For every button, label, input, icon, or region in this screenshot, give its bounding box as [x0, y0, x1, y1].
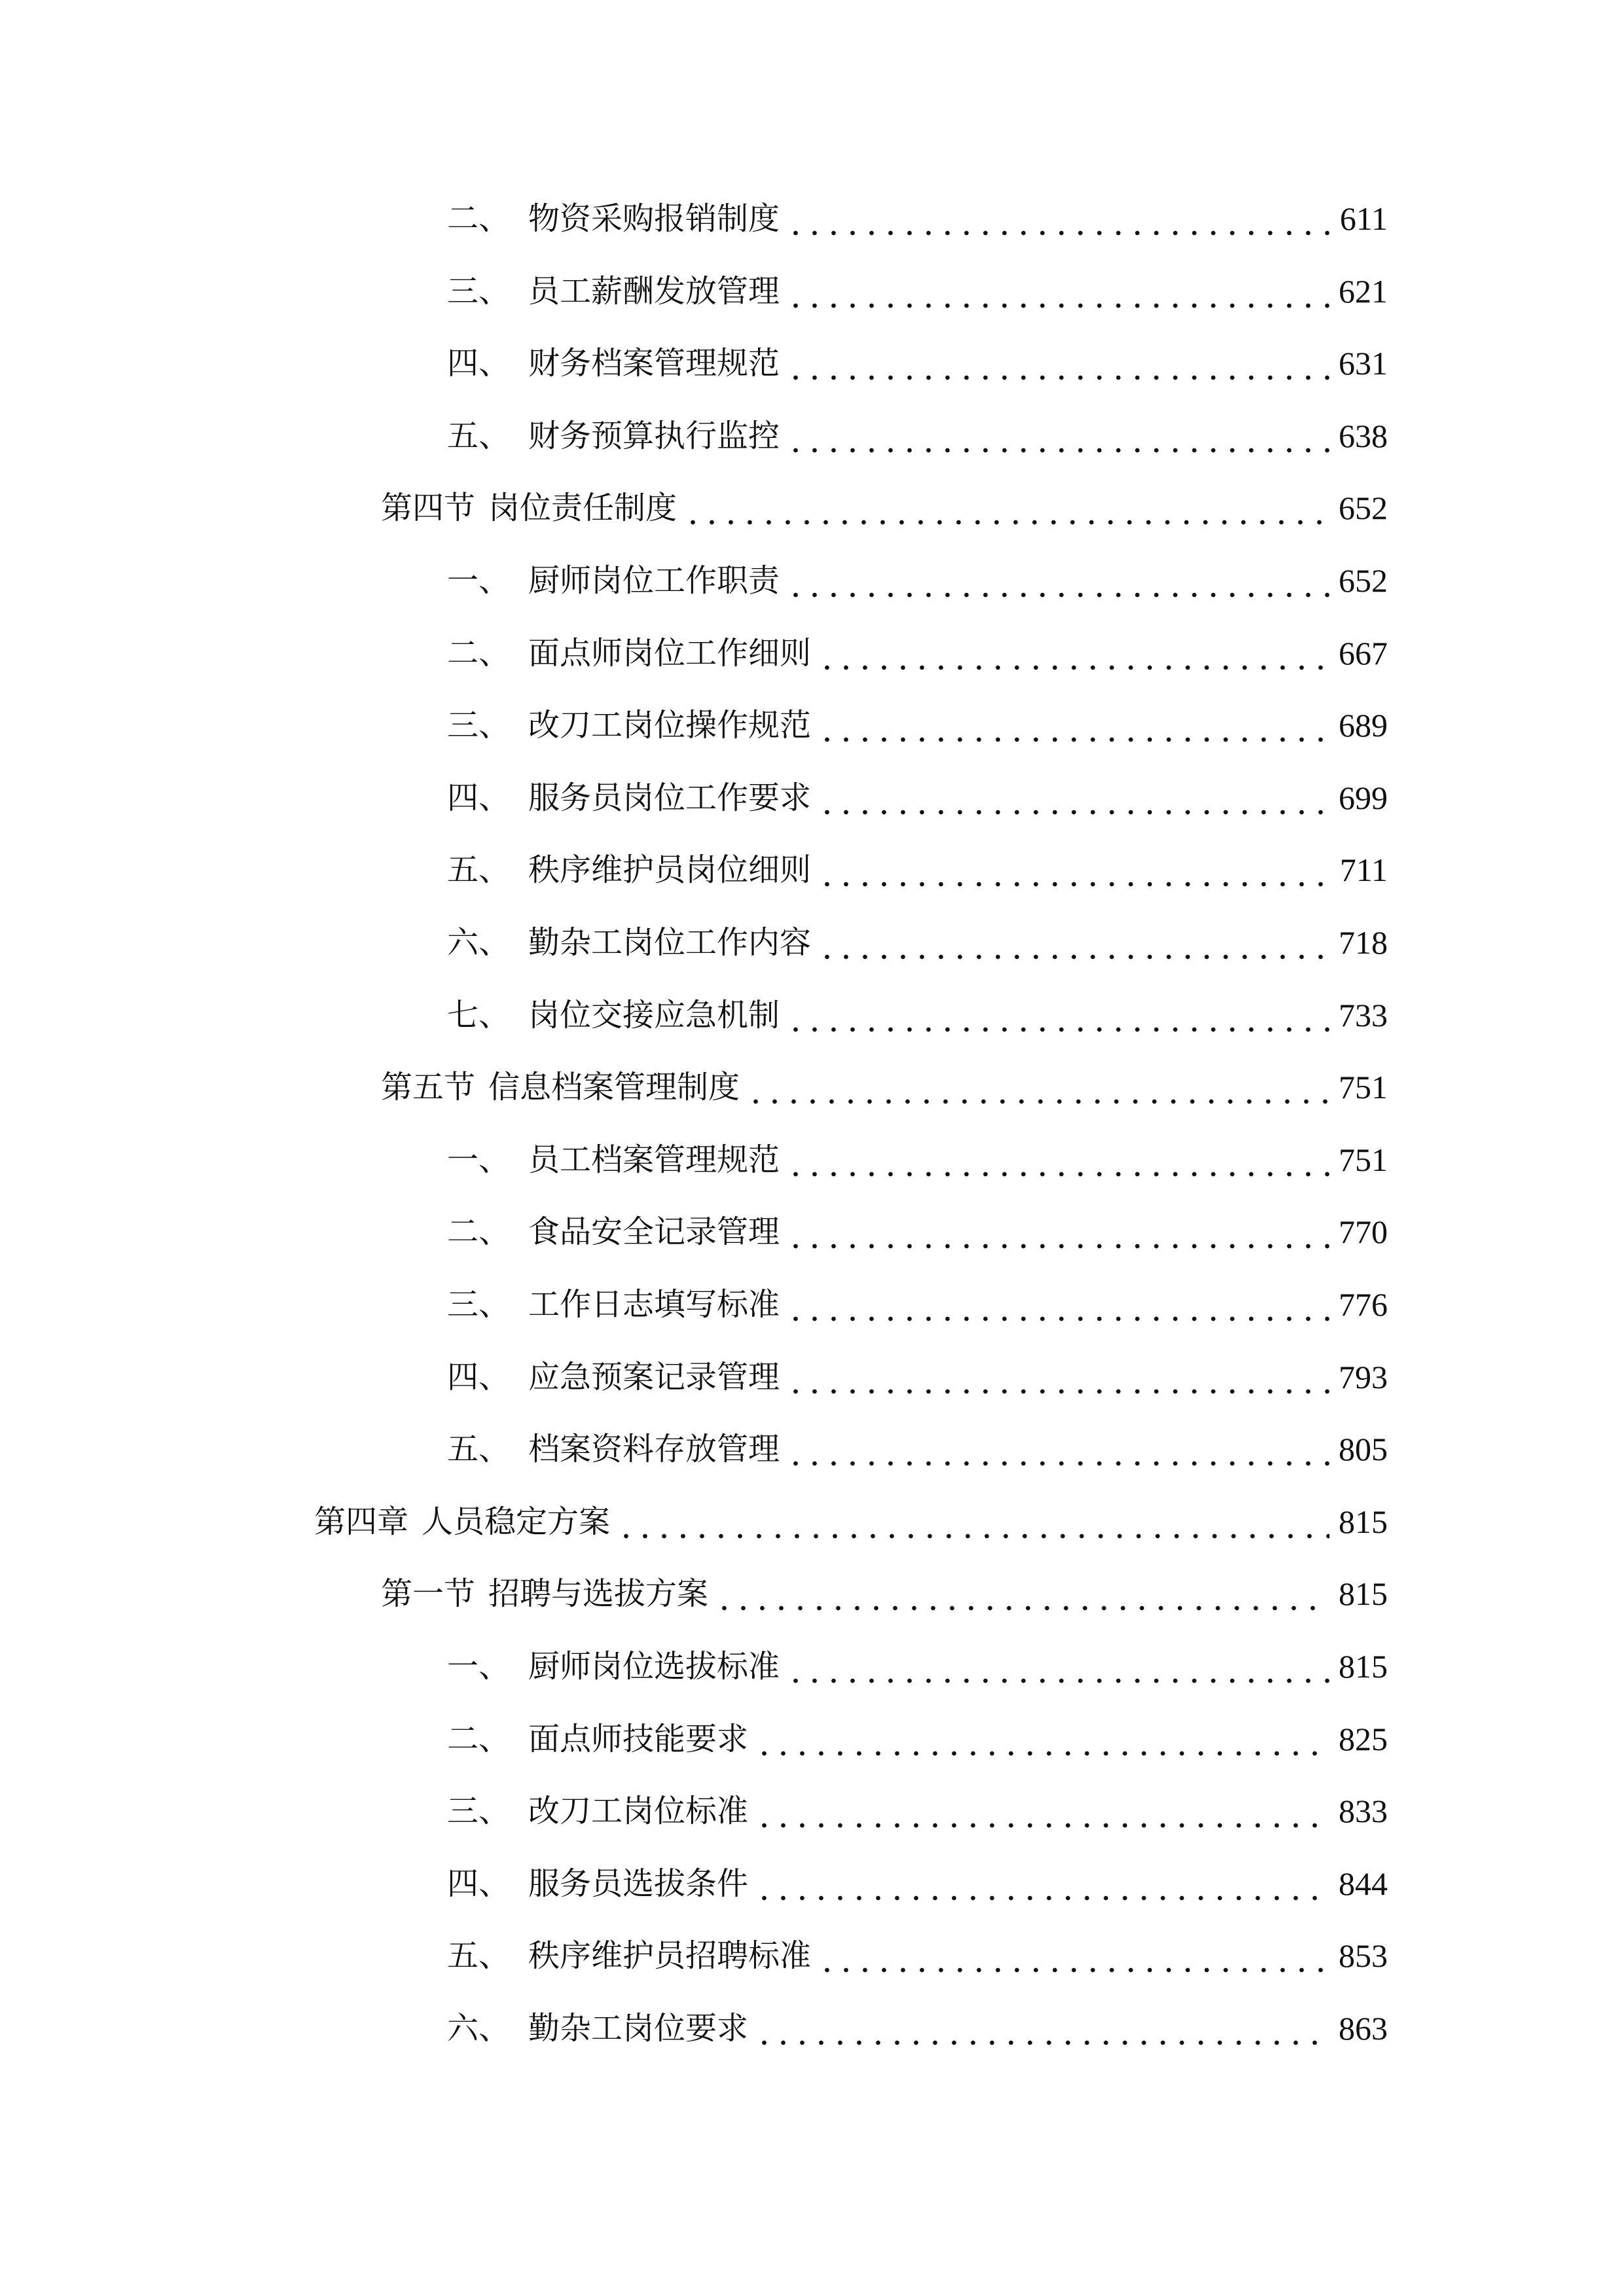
toc-entry-page: 805	[1339, 1431, 1388, 1468]
toc-entry-label	[447, 634, 811, 673]
toc-entry-number: 六、	[447, 2010, 511, 2047]
toc-entry-number: 二、	[447, 1720, 511, 1757]
toc-entry-title: 应急预案记录管理	[528, 1358, 780, 1395]
toc-entry-title: 人员稳定方案	[422, 1503, 611, 1540]
toc-entry-label	[447, 1719, 748, 1759]
toc-entry-number: 四、	[447, 1358, 511, 1395]
toc-entry[interactable]	[447, 1357, 1388, 1397]
toc-entry-label	[447, 1357, 780, 1397]
toc-entry-number: 七、	[447, 996, 511, 1033]
toc-entry-label	[447, 1212, 780, 1251]
toc-entry-title: 面点师岗位工作细则	[528, 634, 812, 672]
toc-entry[interactable]	[381, 1574, 1388, 1613]
toc-entry-title: 食品安全记录管理	[528, 1213, 780, 1251]
toc-entry-number: 五、	[447, 1937, 511, 1975]
toc-entry-title: 财务档案管理规范	[528, 345, 780, 382]
dot-leader	[786, 561, 1329, 600]
toc-entry[interactable]	[447, 1212, 1388, 1251]
dot-leader	[786, 1140, 1329, 1179]
toc-entry[interactable]	[447, 850, 1388, 889]
toc-entry[interactable]	[447, 1285, 1388, 1324]
toc-entry[interactable]	[447, 1140, 1388, 1179]
toc-entry-number: 三、	[447, 1286, 511, 1323]
toc-entry-page: 815	[1339, 1575, 1388, 1613]
toc-entry[interactable]	[447, 923, 1388, 962]
dot-leader	[786, 1357, 1329, 1397]
toc-entry[interactable]	[381, 488, 1388, 528]
dot-leader	[818, 634, 1329, 673]
toc-entry-number: 五、	[447, 417, 511, 454]
toc-entry-number: 五、	[447, 852, 511, 889]
dot-leader	[786, 272, 1329, 311]
toc-entry-page: 733	[1339, 996, 1388, 1033]
toc-entry-number: 六、	[447, 924, 511, 961]
toc-entry-label	[447, 344, 780, 383]
toc-entry[interactable]	[447, 634, 1388, 673]
toc-entry-number: 二、	[447, 634, 511, 672]
toc-entry-label	[447, 1140, 780, 1179]
toc-entry-title: 物资采购报销制度	[528, 200, 780, 237]
dot-leader	[683, 488, 1329, 528]
toc-entry[interactable]	[447, 272, 1388, 311]
toc-entry[interactable]	[447, 706, 1388, 745]
toc-entry[interactable]	[447, 1429, 1388, 1469]
toc-entry[interactable]	[447, 1936, 1388, 1975]
toc-entry-page: 853	[1339, 1937, 1388, 1975]
toc-entry-label	[447, 1285, 780, 1324]
toc-entry-title: 财务预算执行监控	[528, 417, 780, 454]
toc-entry-label	[447, 850, 811, 889]
toc-entry-page: 652	[1339, 490, 1388, 527]
toc-entry-number: 三、	[447, 1793, 511, 1830]
toc-entry-title: 面点师技能要求	[528, 1720, 749, 1757]
dot-leader	[786, 1285, 1329, 1324]
toc-entry-page: 815	[1339, 1648, 1388, 1685]
toc-entry-page: 631	[1339, 345, 1388, 382]
toc-entry[interactable]	[314, 1502, 1388, 1541]
dot-leader	[818, 706, 1329, 745]
toc-entry-title: 改刀工岗位操作规范	[528, 707, 812, 744]
toc-entry[interactable]	[447, 561, 1388, 600]
toc-entry[interactable]	[447, 199, 1388, 238]
dot-leader	[786, 1212, 1329, 1251]
toc-entry-page: 833	[1339, 1793, 1388, 1830]
toc-entry-page: 863	[1339, 2010, 1388, 2047]
toc-entry-page: 638	[1339, 417, 1388, 454]
dot-leader	[818, 923, 1329, 962]
dot-leader	[617, 1502, 1329, 1541]
toc-entry[interactable]	[447, 1719, 1388, 1759]
toc-entry-number: 三、	[447, 707, 511, 744]
toc-entry-title: 勤杂工岗位要求	[528, 2010, 749, 2047]
toc-entry[interactable]	[447, 2009, 1388, 2048]
toc-entry-title: 员工薪酬发放管理	[528, 272, 780, 310]
toc-entry-page: 751	[1339, 1069, 1388, 1106]
toc-entry-title: 员工档案管理规范	[528, 1141, 780, 1178]
toc-entry-label	[381, 1574, 708, 1613]
toc-entry-label	[447, 416, 780, 456]
dot-leader	[755, 1719, 1329, 1759]
toc-entry-label	[447, 1936, 811, 1975]
toc-entry-page: 751	[1339, 1141, 1388, 1178]
toc-entry-number: 四、	[447, 345, 511, 382]
dot-leader	[715, 1574, 1329, 1613]
dot-leader	[755, 2009, 1329, 2048]
toc-entry-label	[447, 199, 780, 238]
toc-entry[interactable]	[447, 1647, 1388, 1686]
toc-entry-label	[447, 1429, 780, 1469]
toc-entry-label	[381, 488, 677, 528]
toc-entry-title: 勤杂工岗位工作内容	[528, 924, 812, 961]
toc-entry-page: 815	[1339, 1503, 1388, 1540]
toc-entry-title: 改刀工岗位标准	[528, 1793, 749, 1830]
toc-entry-title: 服务员选拔条件	[528, 1865, 749, 1902]
dot-leader	[818, 778, 1329, 817]
toc-entry-label	[447, 778, 811, 817]
toc-entry[interactable]	[447, 416, 1388, 456]
dot-leader	[786, 1429, 1329, 1469]
toc-entry[interactable]	[447, 996, 1388, 1035]
toc-entry-label	[314, 1502, 610, 1541]
dot-leader	[746, 1067, 1329, 1107]
toc-entry-number: 四、	[447, 779, 511, 816]
toc-entry-title: 厨师岗位工作职责	[528, 562, 780, 599]
toc-entry-page: 770	[1339, 1213, 1388, 1251]
toc-entry-label	[447, 923, 811, 962]
toc-entry-page: 718	[1339, 924, 1388, 961]
toc-entry-page: 689	[1339, 707, 1388, 744]
toc-entry[interactable]	[447, 344, 1388, 383]
toc-entry-page: 699	[1339, 779, 1388, 816]
dot-leader	[786, 199, 1331, 238]
toc-entry-number: 一、	[447, 562, 511, 599]
toc-entry-title: 岗位交接应急机制	[528, 996, 780, 1033]
toc-entry[interactable]	[447, 778, 1388, 817]
toc-entry-label	[447, 996, 780, 1035]
toc-entry-title: 档案资料存放管理	[528, 1431, 780, 1468]
toc-entry-number: 第四章	[314, 1503, 409, 1540]
toc-entry-page: 844	[1339, 1865, 1388, 1902]
toc-entry-label	[447, 2009, 748, 2048]
toc-entry-title: 厨师岗位选拔标准	[528, 1648, 780, 1685]
toc-entry-page: 621	[1339, 272, 1388, 310]
dot-leader	[786, 1647, 1329, 1686]
toc-entry-title: 秩序维护员招聘标准	[528, 1937, 812, 1975]
toc-entry-label	[447, 272, 780, 311]
toc-entry-number: 二、	[447, 1213, 511, 1251]
dot-leader	[786, 416, 1329, 456]
toc-entry-label	[381, 1067, 740, 1107]
toc-entry[interactable]	[447, 1791, 1388, 1831]
toc-entry-title: 秩序维护员岗位细则	[528, 852, 812, 889]
dot-leader	[818, 1936, 1329, 1975]
toc-entry-number: 第一节	[381, 1575, 476, 1613]
dot-leader	[786, 344, 1329, 383]
toc-entry-label	[447, 706, 811, 745]
dot-leader	[755, 1791, 1329, 1831]
toc-entry-page: 825	[1339, 1720, 1388, 1757]
toc-entry-title: 服务员岗位工作要求	[528, 779, 812, 816]
toc-entry-number: 四、	[447, 1865, 511, 1902]
toc-entry[interactable]	[447, 1864, 1388, 1903]
toc-entry-number: 二、	[447, 200, 511, 237]
toc-entry-title: 信息档案管理制度	[488, 1069, 740, 1106]
toc-entry-label	[447, 1864, 748, 1903]
toc-entry-number: 一、	[447, 1141, 511, 1178]
toc-entry-page: 611	[1339, 200, 1388, 237]
toc-entry-number: 第五节	[381, 1069, 476, 1106]
toc-entry-page: 667	[1339, 634, 1388, 672]
toc-entry-title: 工作日志填写标准	[528, 1286, 780, 1323]
dot-leader	[818, 850, 1331, 889]
toc-entry-label	[447, 561, 780, 600]
toc-entry[interactable]	[381, 1067, 1388, 1107]
toc-entry-page: 776	[1339, 1286, 1388, 1323]
toc-entry-title: 招聘与选拔方案	[488, 1575, 709, 1613]
toc-entry-title: 岗位责任制度	[488, 490, 677, 527]
toc-entry-page: 711	[1339, 852, 1388, 889]
toc-entry-number: 第四节	[381, 490, 476, 527]
toc-entry-page: 652	[1339, 562, 1388, 599]
dot-leader	[786, 996, 1329, 1035]
toc-entry-page: 793	[1339, 1358, 1388, 1395]
toc-entry-label	[447, 1647, 780, 1686]
toc-entry-label	[447, 1791, 748, 1831]
toc-entry-number: 三、	[447, 272, 511, 310]
toc-entry-number: 一、	[447, 1648, 511, 1685]
toc-entry-number: 五、	[447, 1431, 511, 1468]
dot-leader	[755, 1864, 1329, 1903]
